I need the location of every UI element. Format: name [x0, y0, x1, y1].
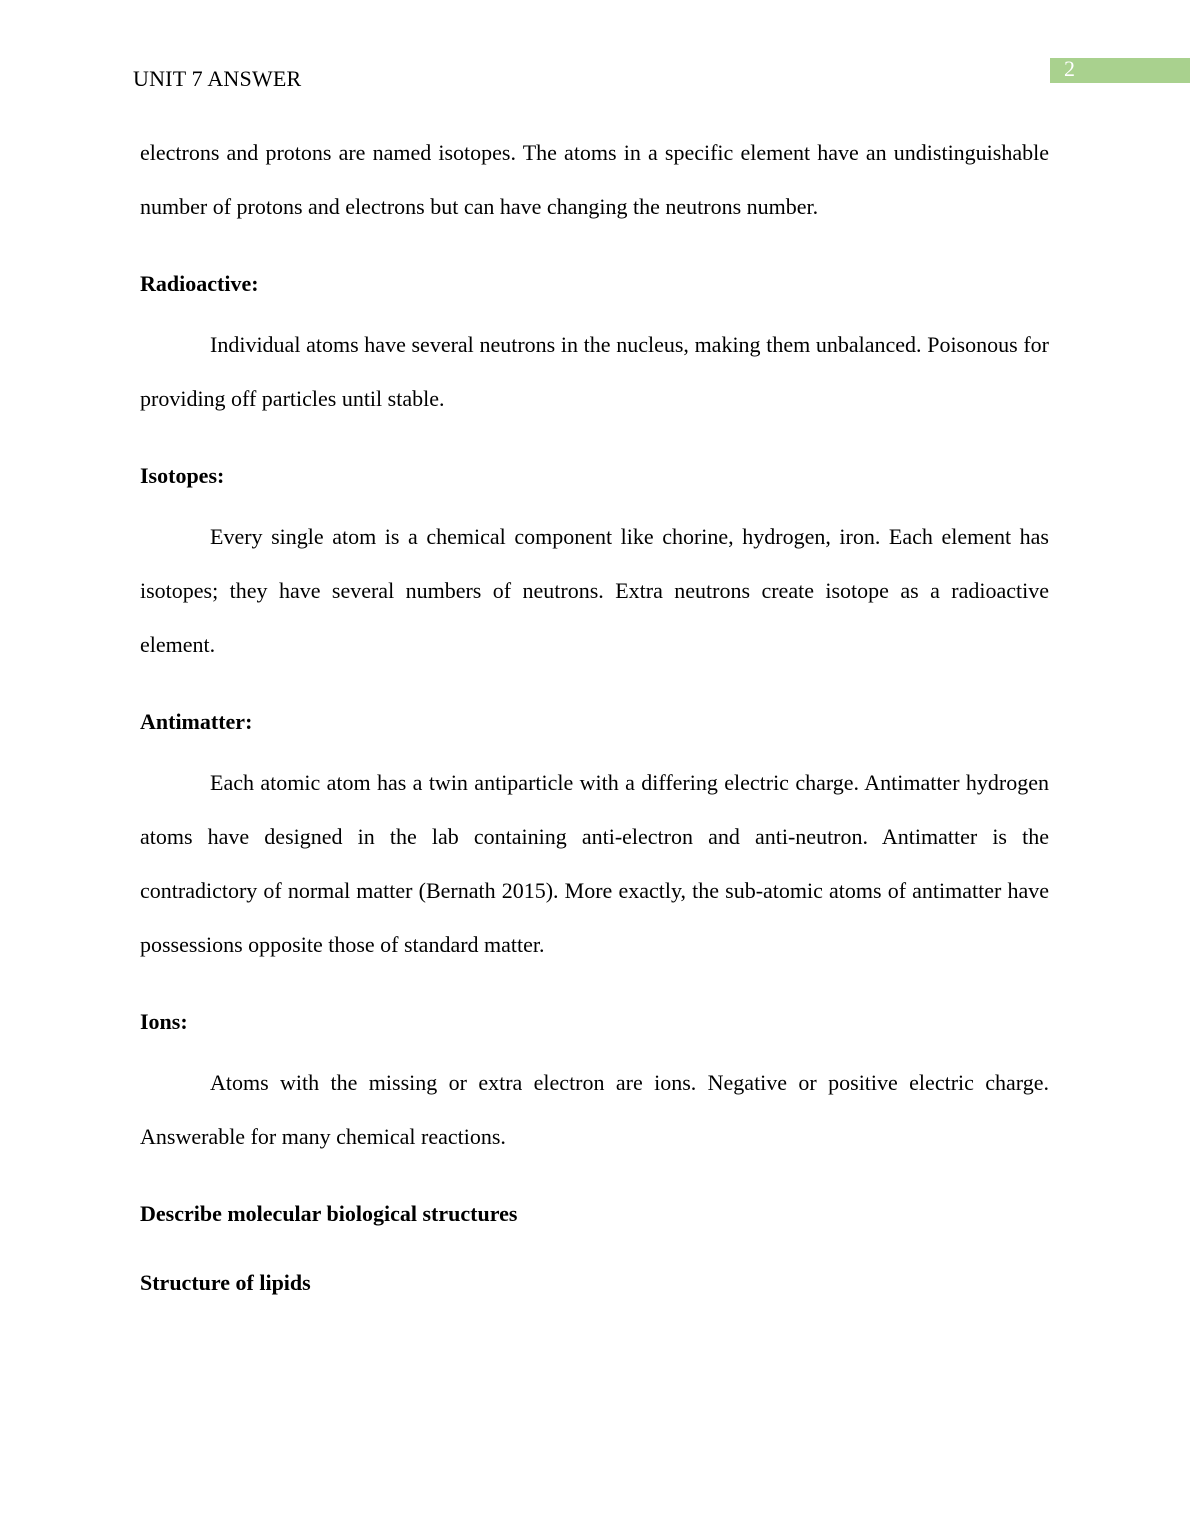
intro-paragraph: electrons and protons are named isotopes. The atoms in a specific element have an undistinguishable number of protons and electrons but can have changing the neutrons number. — [140, 140, 1049, 219]
paragraph-ions: Atoms with the missing or extra electron are ions. Negative or positive electric charge. Answerable for many chemical reactions. — [140, 1070, 1049, 1149]
paragraph-isotopes: Every single atom is a chemical component like chorine, hydrogen, iron. Each element has isotopes; they have several numbers of neutrons. Extra neutrons create isotope as a radioactive element. — [140, 524, 1049, 657]
heading-antimatter: Antimatter: — [140, 709, 253, 734]
section-heading: Describe molecular biological structures — [140, 1201, 518, 1226]
heading-radioactive: Radioactive: — [140, 271, 259, 296]
document-body — [140, 126, 1049, 1317]
spacer — [140, 1164, 1049, 1179]
heading-isotopes: Isotopes: — [140, 463, 225, 488]
heading-ions: Ions: — [140, 1009, 188, 1034]
paragraph-radioactive: Individual atoms have several neutrons in the nucleus, making them unbalanced. Poisonous for providing off particles until stable. — [140, 332, 1049, 411]
subsection-heading: Structure of lipids — [140, 1270, 311, 1295]
running-head: UNIT 7 ANSWER — [133, 66, 302, 91]
page-number: 2 — [1064, 56, 1075, 81]
spacer — [140, 972, 1049, 987]
paragraph-antimatter: Each atomic atom has a twin antiparticle with a differing electric charge. Antimatter hydrogen atoms have designed in the lab containing anti-electron and anti-neutron. Antimatter is the contradictory of normal matter (Bernath 2015). More exactly, the sub-atomic atoms of antimatter have possessions opposite those of standard matter. — [140, 770, 1049, 957]
spacer — [140, 672, 1049, 687]
spacer — [140, 234, 1049, 249]
spacer — [140, 426, 1049, 441]
page-number-band — [1050, 58, 1190, 83]
